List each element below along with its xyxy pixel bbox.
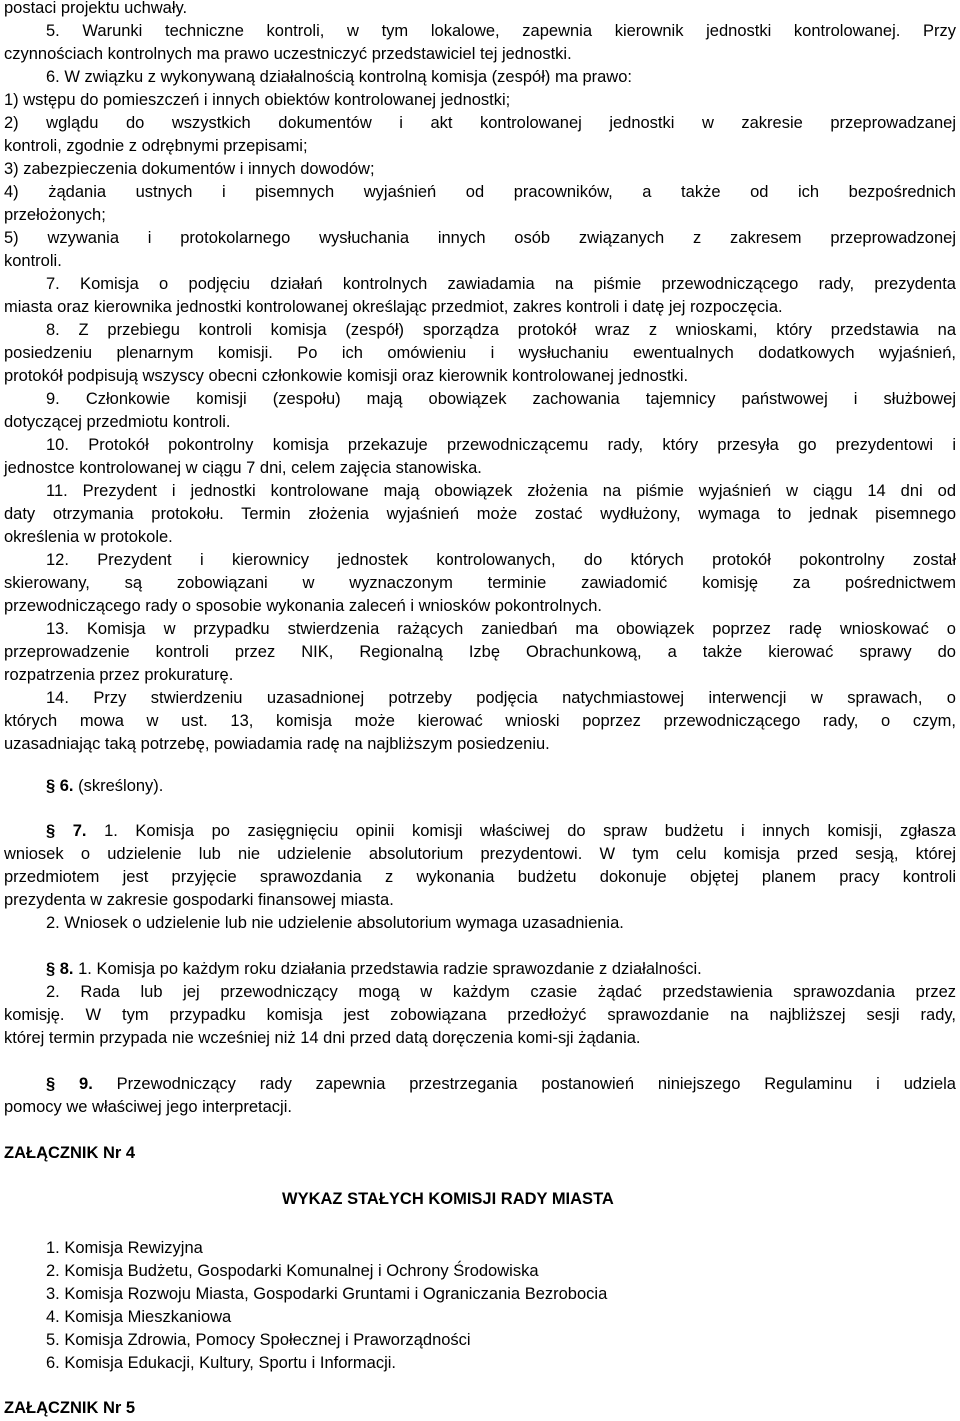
- list-item: 2. Komisja Budżetu, Gospodarki Komunalnej i Ochrony Środowiska: [46, 1262, 539, 1280]
- text-line: rozpatrzenia przez prokuraturę.: [4, 666, 234, 684]
- text-line: przełożonych;: [4, 206, 106, 224]
- text-line: prezydenta w zakresie gospodarki finansowej miasta.: [4, 891, 394, 909]
- text-line: daty otrzymania protokołu. Termin złożenia wyjaśnień może zostać wydłużony, wymaga to jednak pisemnego: [4, 505, 956, 523]
- text-line: przewodniczącego rady o sposobie wykonania zaleceń i wniosków pokontrolnych.: [4, 597, 603, 615]
- section-text: 1. Komisja po każdym roku działania przedstawia radzie sprawozdanie z działalności.: [78, 960, 702, 978]
- section-sign: § 9.: [46, 1075, 93, 1093]
- text-line: których mowa w ust. 13, komisja może kierować wnioski poprzez przewodniczącego rady, o czym,: [4, 712, 956, 730]
- text-line: pomocy we właściwej jego interpretacji.: [4, 1098, 292, 1116]
- list-item: 5. Komisja Zdrowia, Pomocy Społecznej i Praworządności: [46, 1331, 471, 1349]
- paragraph-13-line: 13. Komisja w przypadku stwierdzenia rażących zaniedbań ma obowiązek poprzez radę wnioskować o: [46, 620, 956, 638]
- section-sign: § 6.: [46, 777, 74, 795]
- list-item: 3) zabezpieczenia dokumentów i innych dowodów;: [4, 160, 375, 178]
- text-line: skierowany, są zobowiązani w wyznaczonym terminie zawiadomić komisję za pośrednictwem: [4, 574, 956, 592]
- text-line: 2. Wniosek o udzielenie lub nie udzielenie absolutorium wymaga uzasadnienia.: [46, 914, 624, 932]
- list-item: 3. Komisja Rozwoju Miasta, Gospodarki Gruntami i Ograniczania Bezrobocia: [46, 1285, 608, 1303]
- section-text: Przewodniczący rady zapewnia przestrzegania postanowień niniejszego Regulaminu i udziela: [116, 1075, 956, 1093]
- text-line: postaci projektu uchwały.: [4, 0, 188, 17]
- list-item: 2) wglądu do wszystkich dokumentów i akt kontrolowanej jednostki w zakresie przeprowadzanej: [4, 114, 956, 132]
- paragraph-5-line: 5. Warunki techniczne kontroli, w tym lokalowe, zapewnia kierownik jednostki kontrolowanej. Przy: [46, 22, 956, 40]
- paragraph-8-line: 8. Z przebiegu kontroli komisja (zespół) sporządza protokół wraz z wnioskami, który przedstawia na: [46, 321, 956, 339]
- text-line: jednostce kontrolowanej w ciągu 7 dni, celem zajęcia stanowiska.: [4, 459, 482, 477]
- text-line: uzasadniając taką potrzebę, powiadamia radę na najbliższym posiedzeniu.: [4, 735, 550, 753]
- paragraph-7-line: 7. Komisja o podjęciu działań kontrolnych zawiadamia na piśmie przewodniczącego rady, prezydenta: [46, 275, 956, 293]
- text-line: kontroli, zgodnie z odrębnymi przepisami;: [4, 137, 308, 155]
- text-line: przeprowadzenie kontroli przez NIK, Regionalną Izbę Obrachunkową, a także kierować sprawy do: [4, 643, 956, 661]
- paragraph-12-line: 12. Prezydent i kierownicy jednostek kontrolowanych, do których protokół pokontrolny został: [46, 551, 956, 569]
- list-item: 4. Komisja Mieszkaniowa: [46, 1308, 232, 1326]
- text-line: określenia w protokole.: [4, 528, 173, 546]
- attachment-4-heading: ZAŁĄCZNIK Nr 4: [4, 1144, 136, 1162]
- section-text: (skreślony).: [78, 777, 164, 795]
- list-item: 1) wstępu do pomieszczeń i innych obiektów kontrolowanej jednostki;: [4, 91, 511, 109]
- text-line: której termin przypada nie wcześniej niż 14 dni przed datą doręczenia komi-sji żądania.: [4, 1029, 641, 1047]
- text-line: dotyczącej przedmiotu kontroli.: [4, 413, 231, 431]
- section-6: [4, 775, 956, 798]
- list-item: 5) wzywania i protokolarnego wysłuchania innych osób związanych z zakresem przeprowadzonej: [4, 229, 956, 247]
- section-7-line: [4, 820, 956, 843]
- paragraph-9-line: 9. Członkowie komisji (zespołu) mają obowiązek zachowania tajemnicy państwowej i służbowej: [46, 390, 956, 408]
- text-line: miasta oraz kierownika jednostki kontrolowanej określając przedmiot, zakres kontroli i datę jej rozpoczęcia.: [4, 298, 783, 316]
- text-line: przedmiotem jest przyjęcie sprawozdania z wykonania budżetu dokonuje objętej planem pracy kontroli: [4, 868, 956, 886]
- section-sign: § 8.: [46, 960, 74, 978]
- list-item: 1. Komisja Rewizyjna: [46, 1239, 203, 1257]
- text-line: czynnościach kontrolnych ma prawo uczestniczyć przedstawiciel tej jednostki.: [4, 45, 572, 63]
- committee-list-title: WYKAZ STAŁYCH KOMISJI RADY MIASTA: [282, 1190, 614, 1208]
- text-line: posiedzeniu plenarnym komisji. Po ich omówieniu i wysłuchaniu ewentualnych dodatkowych wyjaśnień,: [4, 344, 956, 362]
- paragraph-10-line: 10. Protokół pokontrolny komisja przekazuje przewodniczącemu rady, który przesyła go prezydentowi i: [46, 436, 956, 454]
- attachment-5-heading: ZAŁĄCZNIK Nr 5: [4, 1399, 136, 1417]
- text-line: kontroli.: [4, 252, 62, 270]
- text-line: protokół podpisują wszyscy obecni członkowie komisji oraz kierownik kontrolowanej jednostki.: [4, 367, 689, 385]
- paragraph-11-line: 11. Prezydent i jednostki kontrolowane mają obowiązek złożenia na piśmie wyjaśnień w ciągu 14 dni od: [46, 482, 956, 500]
- section-8-line: [4, 958, 956, 981]
- list-item: 4) żądania ustnych i pisemnych wyjaśnień od pracowników, a także od ich bezpośrednich: [4, 183, 956, 201]
- section-9-line: [4, 1073, 956, 1096]
- text-line: komisję. W tym przypadku komisja jest zobowiązana przedłożyć sprawozdanie na najbliższej sesji rady,: [4, 1006, 956, 1024]
- text-line: 2. Rada lub jej przewodniczący mogą w każdym czasie żądać przedstawienia sprawozdania przez: [46, 983, 956, 1001]
- section-sign: § 7.: [46, 822, 87, 840]
- section-text: 1. Komisja po zasięgnięciu opinii komisji właściwej do spraw budżetu i innych komisji, zgłasza: [104, 822, 956, 840]
- paragraph-14-line: 14. Przy stwierdzeniu uzasadnionej potrzeby podjęcia natychmiastowej interwencji w sprawach, o: [46, 689, 956, 707]
- text-line: wniosek o udzielenie lub nie udzielenie absolutorium prezydentowi. W tym celu komisja przed sesją, której: [4, 845, 956, 863]
- list-item: 6. Komisja Edukacji, Kultury, Sportu i Informacji.: [46, 1354, 396, 1372]
- paragraph-6-line: 6. W związku z wykonywaną działalnością kontrolną komisja (zespół) ma prawo:: [46, 68, 632, 86]
